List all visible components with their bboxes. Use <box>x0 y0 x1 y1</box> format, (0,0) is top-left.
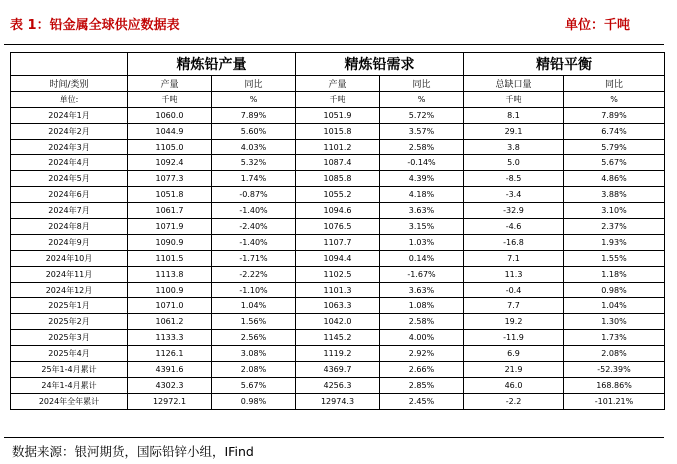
table-row <box>11 187 665 203</box>
row-label-cell: 25年1-4月累计 <box>11 362 128 378</box>
data-source-note: 数据来源：银河期货，国际铅锌小组，IFind <box>12 444 254 459</box>
table-row <box>11 393 665 409</box>
value-cell: 3.57% <box>380 123 464 139</box>
value-cell: -1.10% <box>212 282 296 298</box>
unit-cell: 千吨 <box>296 91 380 107</box>
value-cell: 46.0 <box>464 377 564 393</box>
column-header: 时间/类别 <box>11 76 128 92</box>
value-cell: 1.55% <box>564 250 665 266</box>
value-cell: 1044.9 <box>128 123 212 139</box>
value-cell: 0.98% <box>212 393 296 409</box>
value-cell: 1060.0 <box>128 107 212 123</box>
value-cell: 4302.3 <box>128 377 212 393</box>
row-label-cell: 2024年1月 <box>11 107 128 123</box>
value-cell: 1042.0 <box>296 314 380 330</box>
column-header: 同比 <box>212 76 296 92</box>
value-cell: 5.0 <box>464 155 564 171</box>
row-label-cell: 2024年6月 <box>11 187 128 203</box>
value-cell: -32.9 <box>464 203 564 219</box>
row-label-cell: 2024年12月 <box>11 282 128 298</box>
value-cell: 3.63% <box>380 282 464 298</box>
value-cell: 21.9 <box>464 362 564 378</box>
value-cell: 1101.2 <box>296 139 380 155</box>
value-cell: 1101.5 <box>128 250 212 266</box>
lead-supply-table <box>10 52 665 410</box>
value-cell: 1101.3 <box>296 282 380 298</box>
value-cell: 4.86% <box>564 171 665 187</box>
value-cell: 1.18% <box>564 266 665 282</box>
value-cell: -4.6 <box>464 219 564 235</box>
column-header: 产量 <box>128 76 212 92</box>
value-cell: 1063.3 <box>296 298 380 314</box>
value-cell: 2.85% <box>380 377 464 393</box>
row-label-cell: 2024年11月 <box>11 266 128 282</box>
row-label-cell: 2024年8月 <box>11 219 128 235</box>
value-cell: 4256.3 <box>296 377 380 393</box>
value-cell: 5.79% <box>564 139 665 155</box>
value-cell: 2.66% <box>380 362 464 378</box>
value-cell: 11.3 <box>464 266 564 282</box>
value-cell: 3.15% <box>380 219 464 235</box>
value-cell: 2.56% <box>212 330 296 346</box>
unit-cell: % <box>564 91 665 107</box>
value-cell: 1.56% <box>212 314 296 330</box>
value-cell: 2.45% <box>380 393 464 409</box>
value-cell: 4.03% <box>212 139 296 155</box>
value-cell: 19.2 <box>464 314 564 330</box>
table-row <box>11 330 665 346</box>
group-header-row <box>11 53 665 76</box>
value-cell: -0.14% <box>380 155 464 171</box>
table-row <box>11 282 665 298</box>
value-cell: 3.10% <box>564 203 665 219</box>
row-label-cell: 2025年3月 <box>11 330 128 346</box>
value-cell: 3.63% <box>380 203 464 219</box>
value-cell: 1105.0 <box>128 139 212 155</box>
value-cell: 1071.0 <box>128 298 212 314</box>
value-cell: 29.1 <box>464 123 564 139</box>
value-cell: 1071.9 <box>128 219 212 235</box>
value-cell: 4.00% <box>380 330 464 346</box>
value-cell: 6.9 <box>464 346 564 362</box>
top-rule <box>4 44 664 45</box>
value-cell: -1.40% <box>212 203 296 219</box>
column-header-row <box>11 76 665 92</box>
table-title: 表 1：铅金属全球供应数据表 <box>10 18 180 33</box>
value-cell: 1.93% <box>564 234 665 250</box>
group-refined-lead-balance: 精铅平衡 <box>464 53 665 76</box>
row-label-cell: 2024年3月 <box>11 139 128 155</box>
table-row <box>11 314 665 330</box>
row-label-cell: 2025年2月 <box>11 314 128 330</box>
value-cell: -0.87% <box>212 187 296 203</box>
row-label-cell: 2024年10月 <box>11 250 128 266</box>
value-cell: 1094.4 <box>296 250 380 266</box>
value-cell: 1.03% <box>380 234 464 250</box>
value-cell: 1145.2 <box>296 330 380 346</box>
value-cell: 1051.9 <box>296 107 380 123</box>
value-cell: 1061.7 <box>128 203 212 219</box>
row-label-cell: 2024年9月 <box>11 234 128 250</box>
unit-cell: 千吨 <box>464 91 564 107</box>
row-label-cell: 2024年全年累计 <box>11 393 128 409</box>
value-cell: 1055.2 <box>296 187 380 203</box>
value-cell: 1.04% <box>564 298 665 314</box>
value-cell: -1.67% <box>380 266 464 282</box>
value-cell: -2.40% <box>212 219 296 235</box>
group-refined-lead-demand: 精炼铅需求 <box>296 53 464 76</box>
table-row <box>11 250 665 266</box>
value-cell: 4.18% <box>380 187 464 203</box>
table-row <box>11 123 665 139</box>
row-label-cell: 2024年2月 <box>11 123 128 139</box>
value-cell: 1119.2 <box>296 346 380 362</box>
report-header <box>10 14 664 32</box>
value-cell: -0.4 <box>464 282 564 298</box>
row-label-cell: 2025年4月 <box>11 346 128 362</box>
value-cell: 0.98% <box>564 282 665 298</box>
value-cell: 1.04% <box>212 298 296 314</box>
value-cell: 1085.8 <box>296 171 380 187</box>
value-cell: 0.14% <box>380 250 464 266</box>
value-cell: 2.92% <box>380 346 464 362</box>
value-cell: 1077.3 <box>128 171 212 187</box>
group-refined-lead-output: 精炼铅产量 <box>128 53 296 76</box>
value-cell: 4369.7 <box>296 362 380 378</box>
value-cell: 2.08% <box>564 346 665 362</box>
value-cell: 8.1 <box>464 107 564 123</box>
unit-row <box>11 91 665 107</box>
table-body <box>11 107 665 409</box>
value-cell: 1113.8 <box>128 266 212 282</box>
value-cell: 1015.8 <box>296 123 380 139</box>
row-label-cell: 24年1-4月累计 <box>11 377 128 393</box>
unit-cell: 千吨 <box>128 91 212 107</box>
value-cell: 2.58% <box>380 139 464 155</box>
value-cell: -1.71% <box>212 250 296 266</box>
value-cell: 1094.6 <box>296 203 380 219</box>
value-cell: 168.86% <box>564 377 665 393</box>
unit-cell: 单位: <box>11 91 128 107</box>
value-cell: -101.21% <box>564 393 665 409</box>
table-row <box>11 139 665 155</box>
value-cell: -2.2 <box>464 393 564 409</box>
header-blank-cell <box>11 53 128 76</box>
value-cell: 1090.9 <box>128 234 212 250</box>
table-row <box>11 234 665 250</box>
table-row <box>11 107 665 123</box>
value-cell: 3.8 <box>464 139 564 155</box>
row-label-cell: 2024年5月 <box>11 171 128 187</box>
table-row <box>11 155 665 171</box>
value-cell: 5.60% <box>212 123 296 139</box>
value-cell: 1087.4 <box>296 155 380 171</box>
value-cell: -16.8 <box>464 234 564 250</box>
value-cell: 1.08% <box>380 298 464 314</box>
value-cell: -2.22% <box>212 266 296 282</box>
value-cell: 1102.5 <box>296 266 380 282</box>
row-label-cell: 2024年4月 <box>11 155 128 171</box>
value-cell: -52.39% <box>564 362 665 378</box>
value-cell: 5.67% <box>564 155 665 171</box>
value-cell: 7.89% <box>564 107 665 123</box>
value-cell: 1126.1 <box>128 346 212 362</box>
value-cell: 6.74% <box>564 123 665 139</box>
value-cell: 1.73% <box>564 330 665 346</box>
value-cell: 5.32% <box>212 155 296 171</box>
value-cell: 12972.1 <box>128 393 212 409</box>
value-cell: 1.74% <box>212 171 296 187</box>
value-cell: 2.58% <box>380 314 464 330</box>
value-cell: 1100.9 <box>128 282 212 298</box>
value-cell: 2.37% <box>564 219 665 235</box>
value-cell: -3.4 <box>464 187 564 203</box>
value-cell: -1.40% <box>212 234 296 250</box>
column-header: 同比 <box>564 76 665 92</box>
value-cell: 7.89% <box>212 107 296 123</box>
unit-label: 单位：千吨 <box>564 18 630 33</box>
value-cell: 7.1 <box>464 250 564 266</box>
value-cell: 7.7 <box>464 298 564 314</box>
table-row <box>11 219 665 235</box>
value-cell: 5.72% <box>380 107 464 123</box>
table-row <box>11 203 665 219</box>
table-row <box>11 298 665 314</box>
value-cell: 4391.6 <box>128 362 212 378</box>
value-cell: 3.08% <box>212 346 296 362</box>
column-header: 产量 <box>296 76 380 92</box>
value-cell: -8.5 <box>464 171 564 187</box>
value-cell: 1076.5 <box>296 219 380 235</box>
table-row <box>11 377 665 393</box>
table-row <box>11 266 665 282</box>
table-row <box>11 362 665 378</box>
table-row <box>11 171 665 187</box>
value-cell: 12974.3 <box>296 393 380 409</box>
table-row <box>11 346 665 362</box>
value-cell: 1133.3 <box>128 330 212 346</box>
value-cell: 3.88% <box>564 187 665 203</box>
value-cell: -11.9 <box>464 330 564 346</box>
bottom-rule <box>4 437 664 438</box>
value-cell: 1107.7 <box>296 234 380 250</box>
unit-cell: % <box>212 91 296 107</box>
column-header: 同比 <box>380 76 464 92</box>
column-header: 总缺口量 <box>464 76 564 92</box>
row-label-cell: 2024年7月 <box>11 203 128 219</box>
value-cell: 4.39% <box>380 171 464 187</box>
value-cell: 1.30% <box>564 314 665 330</box>
row-label-cell: 2025年1月 <box>11 298 128 314</box>
value-cell: 1051.8 <box>128 187 212 203</box>
value-cell: 1092.4 <box>128 155 212 171</box>
value-cell: 5.67% <box>212 377 296 393</box>
value-cell: 2.08% <box>212 362 296 378</box>
value-cell: 1061.2 <box>128 314 212 330</box>
unit-cell: % <box>380 91 464 107</box>
